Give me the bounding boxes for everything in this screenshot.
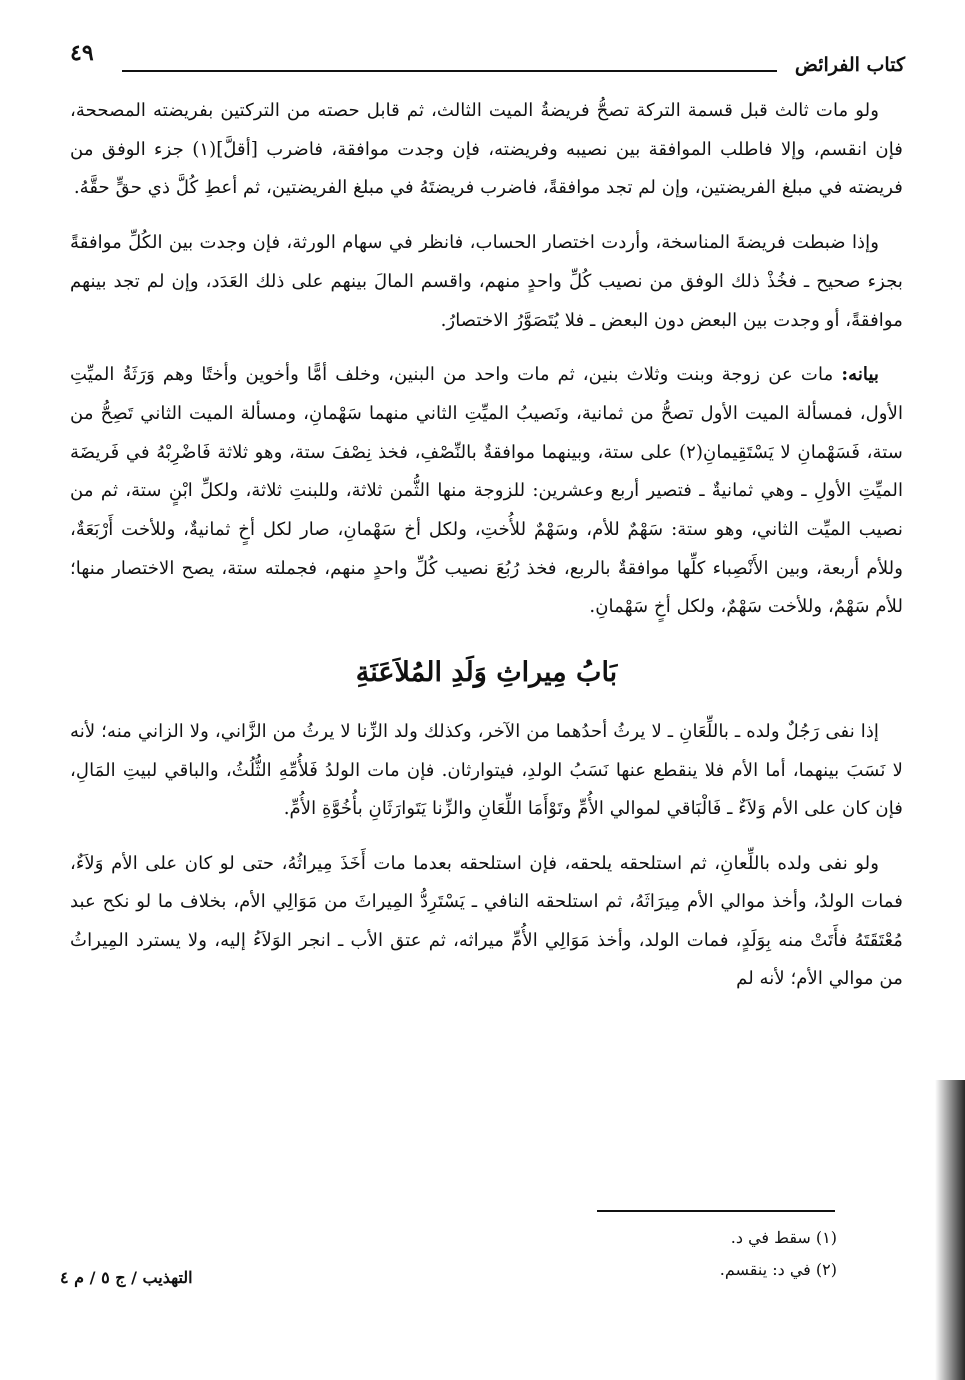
example-label: بيانه: bbox=[841, 364, 879, 386]
scan-edge-shadow bbox=[935, 1080, 965, 1380]
example-paragraph bbox=[70, 356, 903, 627]
running-title: كتاب الفرائض bbox=[794, 54, 905, 76]
footnotes bbox=[720, 1222, 837, 1286]
paragraph: وإذا ضبطت فريضةَ المناسخة، وأردت اختصار الحساب، فانظر في سهام الورثة، فإن وجدت بين الكُلِّ موافقةً بجزء صحيح ـ فخُذْ ذلك الوفق من نصيب كُلِّ واحدٍ منهم، واقسم المالَ بينهم على ذلك العَدَد، وإن لم تجد بينهم موافقةً، أو وجدت بين البعض دون البعض ـ فلا يُتَصَوَّرُ الاختصارُ. bbox=[70, 232, 903, 331]
page-number: ٤٩ bbox=[70, 40, 94, 66]
page-body bbox=[70, 92, 903, 1015]
header-rule bbox=[122, 70, 777, 72]
paragraph: إذا نفى رَجُلٌ ولده ـ باللِّعَانِ ـ لا يرثُ أحدُهما من الآخر، وكذلك ولد الزِّنا لا يرثُ من الزَّاني، ولا الزاني منه؛ لأنه لا نَسَبَ بينهما، أما الأم فلا ينقطع عنها نَسَبُ الولدِ، فيتوارثان. فإن مات الولدُ فَلأُمِّهِ الثُّلُثُ، والباقي لبيتِ المَالِ، فإن كان على الأم وَلاَءٌ ـ فَالْبَاقي لموالي الأُمِّ وتَوْأَمَا اللِّعَانِ والزِّنا يَتَوارَثَانِ بأُخُوَّةِ الأُمِّ. bbox=[70, 721, 903, 820]
paragraph: ولو مات ثالث قبل قسمة التركة تصحُّ فريضةُ الميت الثالث، ثم قابل حصته من التركتين بفريضته المصححة، فإن انقسم، وإلا فاطلب الموافقة بين نصيبه وفريضته، فإن وجدت موافقة، فاضرب [أقلَّ](١) جزء الوفق من فريضته في مبلغ الفريضتين، وإن لم تجد موافقةً، فاضرب فريضتَهُ في مبلغ الفريضتين، ثم أعطِ كُلَّ ذي حقٍّ حقَّهُ. bbox=[70, 100, 903, 199]
footnote: (١) سقط في د. bbox=[730, 1228, 837, 1247]
chapter-title: بَابُ مِيراثِ وَلَدِ المُلاَعَنَةِ bbox=[355, 657, 618, 689]
example-text: مات عن زوجة وبنت وثلاث بنين، ثم مات واحد من البنين، وخلف أمًّا وأخوين وأختًا وهم وَرَثَةُ الميِّتِ الأول، فمسألة الميت الأول تصحُّ من ثمانية، ونَصيبُ الميِّتِ الثاني منهما سَهْمانِ، ومسألة الميت الثاني تَصِحُّ من ستة، فَسَهْمانِ لا يَسْتَقِيمانِ(٢) على ستة، وبينهما موافقةٌ بالنِّصْفِ، فخذ نِصْفَ ستة، وهو ثلاثة فَاضْرِبْهُ في فَريضَة الميِّتِ الأولِ ـ وهي ثمانيةٌ ـ فتصير أربع وعشرين: للزوجة منها الثُّمن ثلاثة، وللبنتِ ثلاثة، ولكلِّ ابْنٍ ستة، ثم من نصيب الميِّت الثاني، وهو ستة: سَهْمٌ للأم، وسَهْمٌ للأُختِ، ولكل أخ سَهْمانِ، صار لكل أخٍ ثمانيةٌ، وللأخت أَرْبَعَةٌ، وللأم أربعة، وبين الأَنْصِباء كلِّها موافقةٌ بالربع، فخذ رُبُعَ نصيب كُلِّ واحدٍ منهم، فجملته ستة، يصح الاختصار منها؛ للأم سَهْمٌ، وللأخت سَهْمٌ، ولكل أخٍ سَهْمانِ. bbox=[70, 364, 903, 618]
footnote: (٢) في د: ينقسم. bbox=[719, 1260, 837, 1279]
paragraph: ولو نفى ولده باللِّعانِ، ثم استلحقه يلحقه، فإن استلحقه بعدما مات أَخَذَ مِيراثُهُ، حتى لو كان على الأم وَلاَءٌ، فمات الولدُ، وأخذ موالي الأم مِيرَاثَهُ، ثم استلحقه النافي ـ يَسْتَرِدُّ المِيراثَ من مَوَالِي الأم، بخلاف ما لو نكح عبد مُعْتَقَتَهُ فأَتَتْ منه بِوَلَدٍ، فمات الولد، وأخذ مَوَالِي الأُمِّ ميراثه، ثم عتق الأب ـ انجر الوَلاَءُ إليه، ولا يسترد المِيراثُ من موالي الأم؛ لأنه لم bbox=[70, 852, 903, 990]
print-signature: التهذيب / ج ٥ / م ٤ bbox=[60, 1268, 193, 1287]
footnote-rule bbox=[597, 1210, 835, 1212]
page-header bbox=[70, 40, 905, 80]
